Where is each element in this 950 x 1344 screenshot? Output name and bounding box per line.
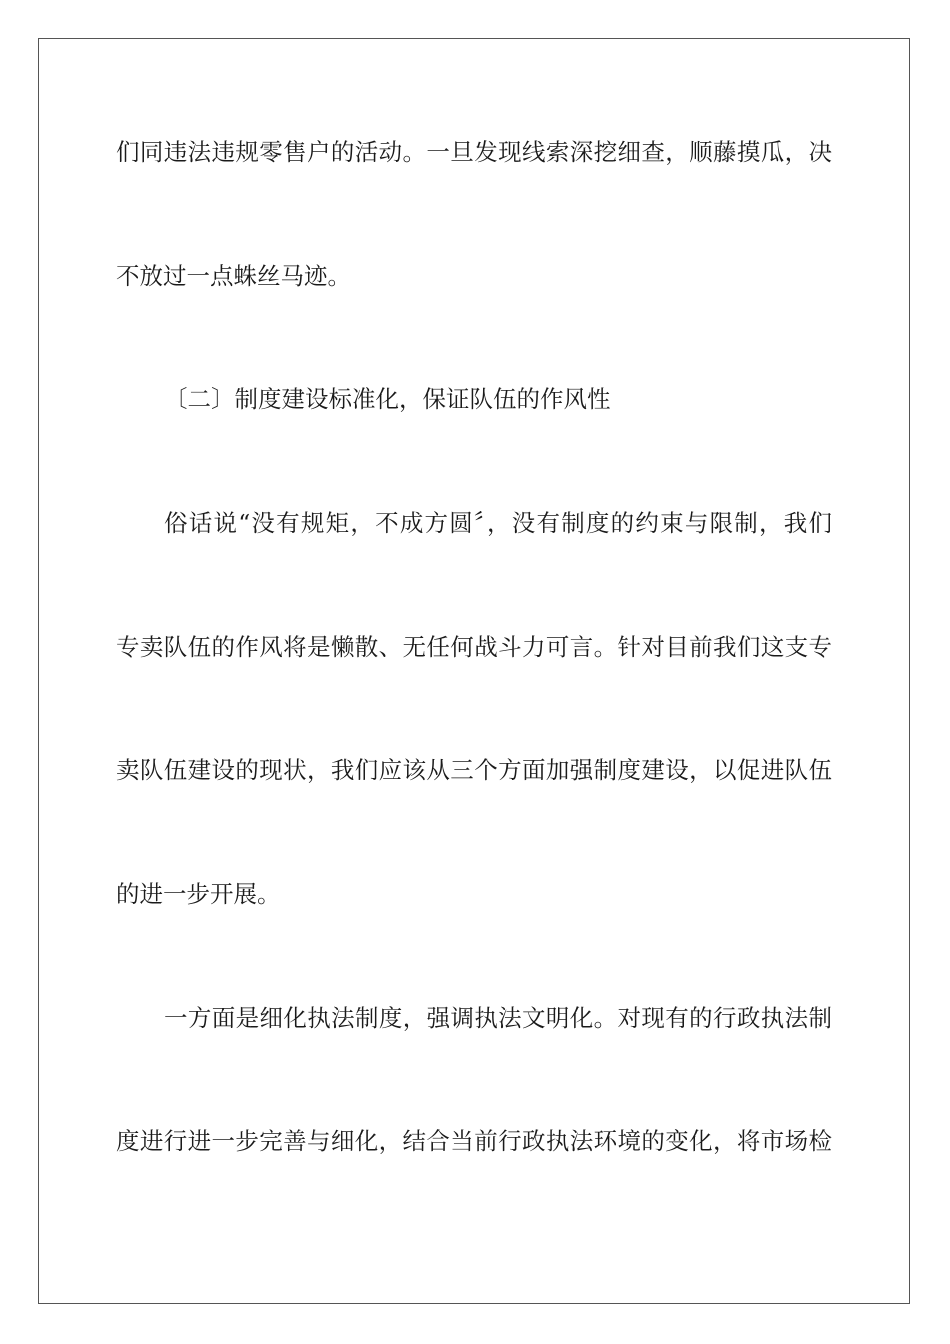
text-line-2: 不放过一点蛛丝马迹。 xyxy=(116,262,351,290)
text-line-7: 的进一步开展。 xyxy=(116,880,281,908)
text-line-5: 专卖队伍的作风将是懒散、无任何战斗力可言。针对目前我们这支专 xyxy=(116,633,832,661)
text-line-4: 俗话说“没有规矩，不成方圆〞，没有制度的约束与限制，我们 xyxy=(164,509,832,537)
text-line-1: 们同违法违规零售户的活动。一旦发现线索深挖细查，顺藤摸瓜，决 xyxy=(116,138,832,166)
page-border xyxy=(38,38,910,1304)
section-heading: 〔二〕制度建设标准化，保证队伍的作风性 xyxy=(164,385,611,413)
text-line-8: 一方面是细化执法制度，强调执法文明化。对现有的行政执法制 xyxy=(164,1004,832,1032)
text-line-9: 度进行进一步完善与细化，结合当前行政执法环境的变化，将市场检 xyxy=(116,1127,832,1155)
text-line-6: 卖队伍建设的现状，我们应该从三个方面加强制度建设，以促进队伍 xyxy=(116,756,832,784)
